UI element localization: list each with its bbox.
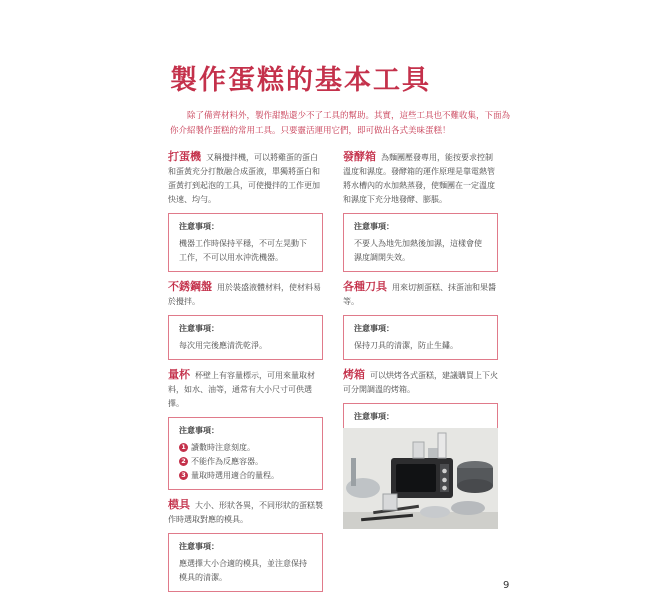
number-2-icon: 2 [179,457,188,466]
tool-term: 模具 [168,498,190,511]
note-title: 注意事項： [354,222,394,231]
number-3-icon: 3 [179,471,188,480]
note-box [168,315,323,360]
note-text: 讀數時注意刻度。 [191,443,255,452]
note-text: 不要人為地先加熱後加濕，這樣會使濕度調開失效。 [354,239,482,262]
note-box [343,315,498,360]
tool-desc: 杯壁上有容量標示，可用來量取材料，如水、油等，通常有大小尺寸可供選擇。 [168,371,315,408]
tool-term: 不銹鋼盤 [168,280,212,293]
note-text: 應選擇大小合適的模具，並注意保持模具的清潔。 [179,559,307,582]
tool-term: 各種刀具 [343,280,387,293]
tool-entry [168,498,323,527]
note-list-item [179,455,312,469]
note-text: 保持刀具的清潔，防止生鏽。 [354,341,458,350]
tool-term: 打蛋機 [168,150,201,163]
note-title: 注意事項： [179,324,219,333]
tool-desc: 又稱攪拌機，可以將雞蛋的蛋白和蛋黃充分打散融合成蛋液，單獨將蛋白和蛋黃打到起泡的工具，可使攪拌的工作更加快速、均勻。 [168,153,320,204]
note-box [343,213,498,272]
kitchen-tools-photo [343,428,498,529]
note-text: 不能作為反應容器。 [191,457,263,466]
note-box [168,213,323,272]
left-column [168,150,323,600]
tool-entry [343,368,498,397]
tool-entry [343,150,498,207]
tool-term: 烤箱 [343,368,365,381]
tool-term: 發酵箱 [343,150,376,163]
tool-desc: 大小、形狀各異，不同形狀的蛋糕製作時選取對應的模具。 [168,501,323,524]
intro-paragraph: 除了備齊材料外，製作甜點還少不了工具的幫助。其實，這些工具也不難收集，下面為你介紹製作蛋糕的常用工具。只要靈活運用它們，即可做出各式美味蛋糕！ [170,111,511,136]
note-title: 注意事項： [179,222,219,231]
note-title: 注意事項： [354,324,394,333]
page-title: 製作蛋糕的基本工具 [170,65,431,96]
note-box [168,533,323,592]
tools-illustration [343,428,498,529]
note-list-item [179,469,312,483]
tool-entry [343,280,498,309]
note-list-item [179,441,312,455]
note-text: 量取時選用適合的量程。 [191,471,279,480]
tool-desc: 用來切割蛋糕、抹蛋油和果醬等。 [343,283,496,306]
note-box [168,417,323,490]
tool-entry [168,150,323,207]
tool-desc: 用於裝盛液體材料，使材料易於攪拌。 [168,283,321,306]
page-number: 9 [503,580,510,591]
right-column [343,150,498,470]
note-text: 每次用完後應清洗乾淨。 [179,341,267,350]
tool-entry [168,368,323,411]
tool-desc: 為麵團壓發專用，能按要求控制溫度和濕度。發酵箱的運作原理是靠電熱管將水槽內的水加熱蒸發，使麵團在一定溫度和濕度下充分地發酵、膨脹。 [343,153,495,204]
note-title: 注意事項： [179,426,219,435]
tool-term: 量杯 [168,368,190,381]
note-title: 注意事項： [179,542,219,551]
note-text: 機器工作時保持平穩，不可左晃動下工作，不可以用水沖洗機器。 [179,239,307,262]
tool-entry [168,280,323,309]
number-1-icon: 1 [179,443,188,452]
note-title: 注意事項： [354,412,394,421]
tool-desc: 可以烘烤各式蛋糕，建議購買上下火可分開調溫的烤箱。 [343,371,498,394]
